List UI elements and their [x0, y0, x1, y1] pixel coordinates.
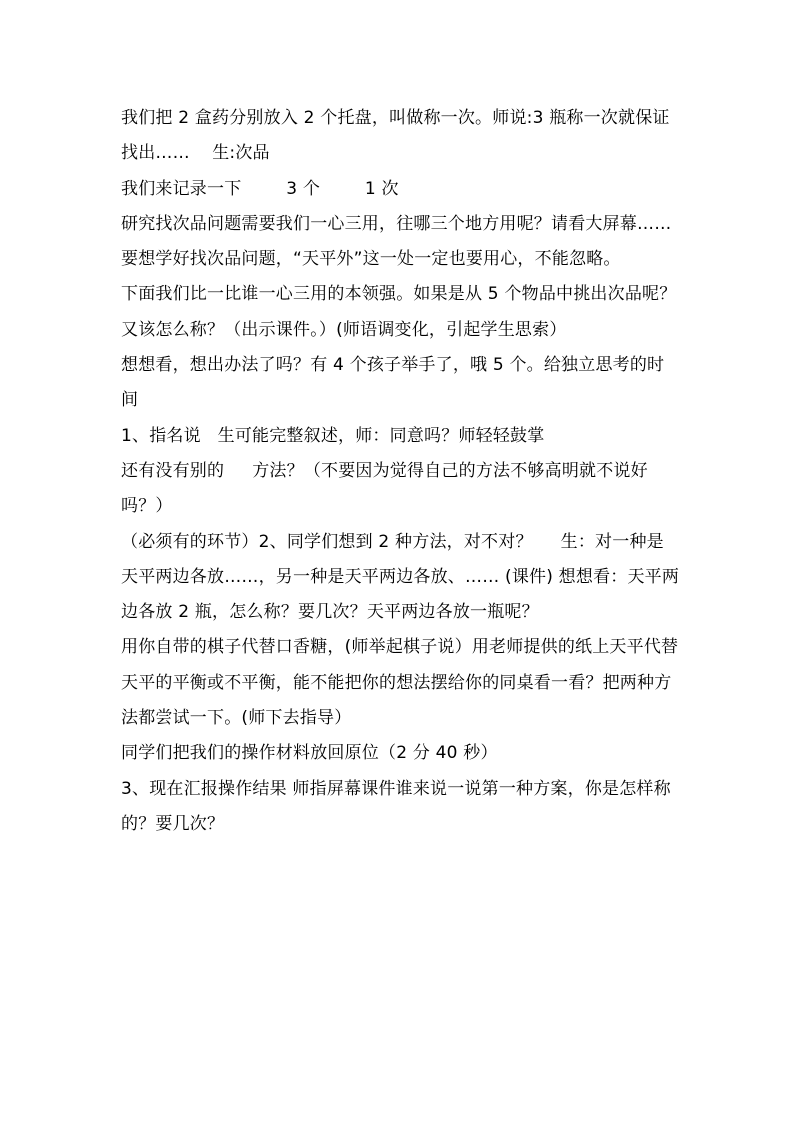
paragraph: 用你自带的棋子代替口香糖，(师举起棋子说）用老师提供的纸上天平代替天平的平衡或不平衡，能不能把你的想法摆给你的同桌看一看？把两种方法都尝试一下。(师下去指导）	[121, 637, 679, 729]
paragraph: 还有没有别的 方法？（不要因为觉得自己的方法不够高明就不说好吗？）	[121, 460, 648, 517]
paragraph: （必须有的环节）2、同学们想到 2 种方法，对不对？ 生：对一种是天平两边各放……，另一种是天平两边各放、…… (课件) 想想看：天平两边各放 2 瓶，怎么称？要几次？天平两边各放一瓶呢？	[121, 531, 680, 623]
document-body	[121, 101, 681, 842]
paragraph: 研究找次品问题需要我们一心三用，往哪三个地方用呢？请看大屏幕……要想学好找次品问题，“天平外”这一处一定也要用心，不能忽略。	[121, 213, 672, 270]
paragraph: 同学们把我们的操作材料放回原位（2 分 40 秒）	[121, 743, 498, 764]
paragraph: 我们来记录一下 3 个 1 次	[121, 178, 399, 199]
paragraph: 下面我们比一比谁一心三用的本领强。如果是从 5 个物品中挑出次品呢？又该怎么称？（出示课件。）(师语调变化，引起学生思索）	[121, 284, 677, 340]
paragraph: 1、指名说 生可能完整叙述，师：同意吗？师轻轻鼓掌	[121, 425, 545, 446]
paragraph: 我们把 2 盒药分别放入 2 个托盘，叫做称一次。师说:3 瓶称一次就保证找出…… 生:次品	[121, 108, 670, 164]
paragraph: 3、现在汇报操作结果 师指屏幕课件谁来说一说第一种方案，你是怎样称的？要几次？	[121, 778, 671, 834]
paragraph: 想想看，想出办法了吗？有 4 个孩子举手了，哦 5 个。给独立思考的时间	[121, 355, 665, 411]
